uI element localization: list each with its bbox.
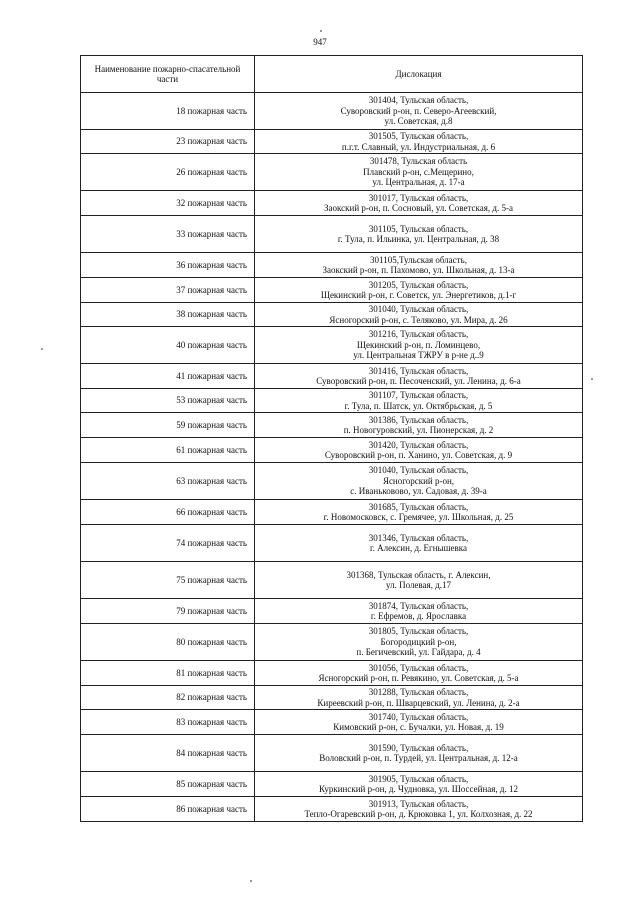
fire-unit-name: 40 пожарная часть <box>81 327 255 364</box>
fire-unit-name: 75 пожарная часть <box>81 562 255 599</box>
location-line: Богородицкий р-он, <box>380 636 457 647</box>
location-line: 301040, Тульская область, <box>368 304 469 314</box>
location-line: 301368, Тульская область, г. Алексин, <box>346 569 491 580</box>
location-column-header: Дислокация <box>255 56 583 93</box>
location-line: Ясногорский р-он, с. Теляково, ул. Мира, д. 26 <box>329 314 508 325</box>
location-line: 301056, Тульская область, <box>368 662 469 673</box>
fire-unit-location <box>255 599 583 624</box>
location-line: 301478, Тульская область <box>369 156 468 167</box>
fire-unit-name: 84 пожарная часть <box>81 735 255 772</box>
table-row <box>81 413 583 438</box>
fire-unit-location <box>255 661 583 686</box>
location-line: 301416, Тульская область, <box>368 365 469 376</box>
fire-unit-location <box>255 364 583 389</box>
location-line: 301107, Тульская область, <box>368 390 469 400</box>
location-line: 301105, Тульская область, <box>368 223 469 234</box>
table-row <box>81 389 583 413</box>
location-line: 301685, Тульская область, <box>368 501 469 512</box>
fire-unit-location <box>255 500 583 525</box>
table-row <box>81 463 583 500</box>
table-row <box>81 735 583 772</box>
fire-unit-name: 59 пожарная часть <box>81 413 255 438</box>
location-line: 301505, Тульская область, <box>368 131 469 141</box>
fire-unit-location <box>255 413 583 438</box>
location-line: Суворовский р-он, п. Ханино, ул. Советская, д. 9 <box>324 450 513 460</box>
location-line: с. Иванькововo, ул. Садовая, д. 39-а <box>350 486 487 497</box>
location-line: 301105,Тульская область, <box>370 254 467 265</box>
fire-unit-location <box>255 525 583 562</box>
location-line: Суворовский р-он, п. Северо-Агеевский, <box>340 105 497 116</box>
table-header-row <box>81 56 583 93</box>
location-line: Заокский р-он, п. Сосновый, ул. Советская, д. 5-а <box>324 203 513 213</box>
location-line: 301590, Тульская область, <box>368 742 469 753</box>
fire-unit-location <box>255 278 583 303</box>
table-row <box>81 500 583 525</box>
table-row <box>81 525 583 562</box>
location-line: Щекинский р-он, г. Советск, ул. Энергетиков, д.1-г <box>320 290 517 300</box>
fire-unit-name: 81 пожарная часть <box>81 661 255 686</box>
scan-speck <box>591 378 593 380</box>
location-line: п. Новогуровский, ул. Пионерская, д. 2 <box>343 425 494 435</box>
location-line: 301346, Тульская область, <box>368 532 469 543</box>
fire-unit-location <box>255 797 583 822</box>
fire-unit-location <box>255 710 583 735</box>
fire-unit-location <box>255 389 583 413</box>
table-row <box>81 130 583 154</box>
fire-unit-location <box>255 303 583 327</box>
location-line: 301017, Тульская область, <box>368 192 469 203</box>
fire-unit-location <box>255 624 583 661</box>
location-line: Куркинский р-он, д. Чудновка, ул. Шоссейная, д. 12 <box>319 784 518 794</box>
location-line: Ясногорский р-он, п. Ревякино, ул. Советская, д. 5-а <box>318 673 519 683</box>
location-line: ул. Полевая, д.17 <box>385 580 452 590</box>
fire-unit-location <box>255 327 583 364</box>
fire-stations-table <box>80 55 583 822</box>
table-row <box>81 772 583 797</box>
table-row <box>81 327 583 364</box>
fire-unit-location <box>255 562 583 599</box>
fire-unit-location <box>255 735 583 772</box>
unit-column-header: Наименование пожарно-спасательной части <box>81 56 255 93</box>
location-line: ул. Советская, д.8 <box>384 116 453 127</box>
location-line: Ясногорский р-он, <box>382 475 455 486</box>
location-line: 301740, Тульская область, <box>368 711 469 722</box>
location-line: г. Алексин, д. Егнышевка <box>370 543 467 553</box>
fire-unit-name: 82 пожарная часть <box>81 686 255 710</box>
scan-speck <box>250 880 252 882</box>
fire-unit-name: 41 пожарная часть <box>81 364 255 389</box>
table-row <box>81 797 583 822</box>
location-line: 301905, Тульская область, <box>368 773 469 784</box>
location-line: г. Новомосковск, с. Гремячее, ул. Школьная, д. 25 <box>323 512 514 522</box>
fire-unit-name: 38 пожарная часть <box>81 303 255 327</box>
table-row <box>81 191 583 216</box>
table-row <box>81 154 583 191</box>
scan-speck <box>320 30 322 32</box>
location-line: п.г.т. Славный, ул. Индустриальная, д. 6 <box>341 141 496 152</box>
page-number: 947 <box>313 37 327 47</box>
fire-unit-location <box>255 253 583 278</box>
table-row <box>81 216 583 253</box>
fire-unit-location <box>255 191 583 216</box>
fire-unit-location <box>255 438 583 463</box>
fire-unit-location <box>255 686 583 710</box>
fire-unit-location <box>255 463 583 500</box>
table-row <box>81 562 583 599</box>
fire-unit-location <box>255 216 583 253</box>
location-line: ул. Центральная, д. 17-а <box>372 177 465 188</box>
fire-unit-name: 61 пожарная часть <box>81 438 255 463</box>
fire-unit-name: 80 пожарная часть <box>81 624 255 661</box>
table-row <box>81 624 583 661</box>
fire-unit-location <box>255 772 583 797</box>
table-row <box>81 686 583 710</box>
location-line: Кимовский р-он, с. Бучалки, ул. Новая, д. 19 <box>333 722 504 732</box>
table-row <box>81 253 583 278</box>
table-row <box>81 93 583 130</box>
fire-unit-location <box>255 154 583 191</box>
location-line: ул. Центральная ТЖРУ в р-не д..9 <box>353 350 484 361</box>
location-line: 301805, Тульская область, <box>368 626 469 637</box>
location-line: 301874, Тульская область, <box>368 600 469 611</box>
fire-unit-name: 53 пожарная часть <box>81 389 255 413</box>
fire-unit-name: 23 пожарная часть <box>81 130 255 154</box>
fire-unit-name: 18 пожарная часть <box>81 93 255 130</box>
fire-unit-name: 36 пожарная часть <box>81 253 255 278</box>
table-row <box>81 438 583 463</box>
location-line: 301205, Тульская область, <box>368 279 469 290</box>
location-line: 301288, Тульская область, <box>368 687 469 697</box>
location-line: Суворовский р-он, п. Песоченский, ул. Ленина, д. 6-а <box>316 376 521 386</box>
table-row <box>81 710 583 735</box>
fire-unit-name: 79 пожарная часть <box>81 599 255 624</box>
table-row <box>81 661 583 686</box>
fire-unit-name: 83 пожарная часть <box>81 710 255 735</box>
location-line: Воловский р-он, п. Турдей, ул. Центральная, д. 12-а <box>319 753 518 763</box>
table-row <box>81 303 583 327</box>
location-line: п. Бегичевский, ул. Гайдара, д. 4 <box>356 647 481 658</box>
fire-unit-location <box>255 93 583 130</box>
fire-unit-name: 85 пожарная часть <box>81 772 255 797</box>
fire-unit-name: 74 пожарная часть <box>81 525 255 562</box>
location-line: Щекинский р-он, п. Ломинцево, <box>356 339 481 350</box>
location-line: 301040, Тульская область, <box>368 465 469 476</box>
location-line: Киреевский р-он, п. Шварцевский, ул. Ленина, д. 2-а <box>317 697 520 708</box>
location-line: Плавский р-он, с.Мещерино, <box>363 166 474 177</box>
location-line: 301216, Тульская область, <box>368 329 469 340</box>
table-row <box>81 278 583 303</box>
fire-unit-location <box>255 130 583 154</box>
fire-unit-name: 26 пожарная часть <box>81 154 255 191</box>
fire-unit-name: 32 пожарная часть <box>81 191 255 216</box>
location-line: 301913, Тульская область, <box>368 798 469 809</box>
location-line: Тепло-Огаревский р-он, д. Крюковка 1, ул. Колхозная, д. 22 <box>304 809 533 819</box>
fire-unit-name: 63 пожарная часть <box>81 463 255 500</box>
table-row <box>81 364 583 389</box>
location-line: Заокский р-он, п. Пахомово, ул. Школьная, д. 13-а <box>322 265 515 275</box>
fire-unit-name: 66 пожарная часть <box>81 500 255 525</box>
fire-unit-name: 33 пожарная часть <box>81 216 255 253</box>
table-row <box>81 599 583 624</box>
location-line: г. Ефремов, д. Ярославка <box>370 611 467 621</box>
location-line: г. Тула, п. Ильинка, ул. Центральная, д. 38 <box>337 234 500 244</box>
location-line: 301404, Тульская область, <box>368 95 469 106</box>
location-line: 301420, Тульская область, <box>368 439 469 450</box>
fire-unit-name: 37 пожарная часть <box>81 278 255 303</box>
location-line: г. Тула, п. Шатск, ул. Октябрьская, д. 5 <box>344 400 493 411</box>
location-line: 301386, Тульская область, <box>368 414 469 425</box>
scan-speck <box>41 348 43 350</box>
fire-unit-name: 86 пожарная часть <box>81 797 255 822</box>
